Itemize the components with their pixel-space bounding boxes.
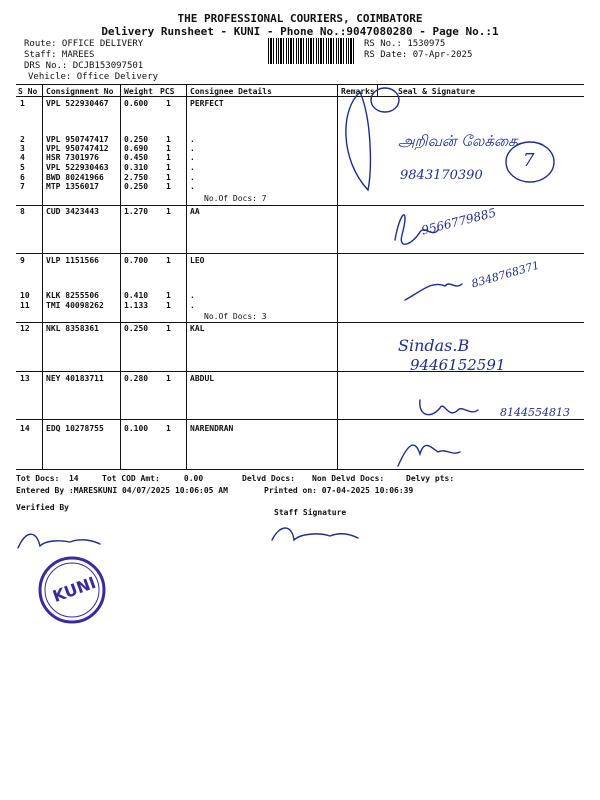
row-pcs: 1 bbox=[166, 291, 171, 300]
row-weight: 0.600 bbox=[124, 99, 149, 108]
row-consignment: EDQ 10278755 bbox=[46, 424, 104, 433]
row-weight: 1.270 bbox=[124, 207, 149, 216]
row-pcs: 1 bbox=[166, 207, 171, 216]
row-consignee: . bbox=[190, 144, 195, 153]
row-weight: 0.700 bbox=[124, 256, 149, 265]
row-consignee: . bbox=[190, 291, 195, 300]
signature-scribble bbox=[420, 400, 478, 415]
printed-on: Printed on: 07-04-2025 10:06:39 bbox=[264, 486, 414, 495]
row-pcs: 1 bbox=[166, 135, 171, 144]
row-consignment: VPL 522930467 bbox=[46, 99, 109, 108]
row-weight: 0.410 bbox=[124, 291, 149, 300]
handwritten-phone: 9566779885 bbox=[420, 205, 498, 238]
group-doc-count: No.Of Docs: 7 bbox=[204, 194, 267, 203]
circle-mark bbox=[371, 88, 399, 112]
row-weight: 0.250 bbox=[124, 182, 149, 191]
row-consignment: BWD 80241966 bbox=[46, 173, 104, 182]
company-title: THE PROFESSIONAL COURIERS, COIMBATORE bbox=[177, 12, 423, 25]
row-pcs: 1 bbox=[166, 173, 171, 182]
entered-by: Entered By :MARESKUNI 04/07/2025 10:06:05 AM bbox=[16, 486, 228, 495]
row-pcs: 1 bbox=[166, 374, 171, 383]
row-sno: 3 bbox=[20, 144, 25, 153]
row-sno: 6 bbox=[20, 173, 25, 182]
row-consignment: VPL 950747417 bbox=[46, 135, 109, 144]
row-pcs: 1 bbox=[166, 99, 171, 108]
row-sno: 14 bbox=[20, 424, 30, 433]
row-consignment: HSR 7301976 bbox=[46, 153, 99, 162]
runsheet-subtitle: Delivery Runsheet - KUNI - Phone No.:9047080280 - Page No.:1 bbox=[101, 25, 499, 38]
header-pcs: PCS bbox=[160, 87, 175, 96]
row-sno: 8 bbox=[20, 207, 25, 216]
row-consignee: . bbox=[190, 173, 195, 182]
row-weight: 0.100 bbox=[124, 424, 149, 433]
row-consignee: KAL bbox=[190, 324, 205, 333]
verified-by-label: Verified By bbox=[16, 503, 69, 512]
delivered-docs: Delvd Docs: bbox=[242, 474, 295, 483]
row-pcs: 1 bbox=[166, 424, 171, 433]
row-consignee: NARENDRAN bbox=[190, 424, 234, 433]
total-docs: Tot Docs: 14 bbox=[16, 474, 79, 483]
signature-scribble bbox=[272, 528, 358, 540]
signature-scribble bbox=[398, 445, 460, 466]
total-cod-amount: Tot COD Amt: 0.00 bbox=[102, 474, 204, 483]
header-consignment: Consignment No bbox=[46, 87, 114, 96]
row-consignee: ABDUL bbox=[190, 374, 215, 383]
signature-scribble bbox=[405, 284, 462, 300]
row-sno: 7 bbox=[20, 182, 25, 191]
vehicle-label: Vehicle: Office Delivery bbox=[28, 72, 159, 82]
row-weight: 0.250 bbox=[124, 135, 149, 144]
handwritten-tamil-name: அறிவன் லேக்கை bbox=[398, 132, 518, 150]
row-sno: 4 bbox=[20, 153, 25, 162]
handwritten-count: 7 bbox=[523, 150, 535, 171]
header-weight: Weight bbox=[124, 87, 153, 96]
row-consignment: TMI 40098262 bbox=[46, 301, 104, 310]
row-weight: 2.750 bbox=[124, 173, 149, 182]
row-consignee: . bbox=[190, 301, 195, 310]
header-sno: S No bbox=[18, 87, 38, 96]
row-pcs: 1 bbox=[166, 324, 171, 333]
row-consignment: MTP 1356017 bbox=[46, 182, 99, 191]
row-consignment: KLK 8255506 bbox=[46, 291, 99, 300]
row-weight: 0.280 bbox=[124, 374, 149, 383]
delivery-points: Delvy pts: bbox=[406, 474, 455, 483]
row-consignment: VPL 950747412 bbox=[46, 144, 109, 153]
row-sno: 12 bbox=[20, 324, 30, 333]
row-pcs: 1 bbox=[166, 256, 171, 265]
row-weight: 1.133 bbox=[124, 301, 149, 310]
row-pcs: 1 bbox=[166, 301, 171, 310]
row-pcs: 1 bbox=[166, 182, 171, 191]
rs-number: RS No.: 1530975 bbox=[364, 39, 446, 49]
group-doc-count: No.Of Docs: 3 bbox=[204, 312, 267, 321]
row-consignee: . bbox=[190, 135, 195, 144]
drs-number: DRS No.: DCJB153097501 bbox=[24, 61, 144, 71]
handwritten-phone: 8348768371 bbox=[470, 258, 541, 291]
row-consignee: . bbox=[190, 182, 195, 191]
handwritten-phone: 9843170390 bbox=[400, 168, 483, 183]
row-sno: 13 bbox=[20, 374, 30, 383]
staff-signature-label: Staff Signature bbox=[274, 508, 347, 517]
row-consignee: AA bbox=[190, 207, 200, 216]
header-seal: Seal & Signature bbox=[398, 87, 476, 96]
row-pcs: 1 bbox=[166, 163, 171, 172]
row-consignee: . bbox=[190, 153, 195, 162]
row-weight: 0.310 bbox=[124, 163, 149, 172]
row-sno: 1 bbox=[20, 99, 25, 108]
row-consignment: CUD 3423443 bbox=[46, 207, 99, 216]
staff-label: Staff: MAREES bbox=[24, 50, 95, 60]
stamp-text: KUNI bbox=[50, 572, 99, 607]
rs-date: RS Date: 07-Apr-2025 bbox=[364, 50, 473, 60]
row-weight: 0.690 bbox=[124, 144, 149, 153]
header-remarks: Remarks bbox=[341, 87, 375, 96]
row-sno: 5 bbox=[20, 163, 25, 172]
row-weight: 0.250 bbox=[124, 324, 149, 333]
row-consignee: LEO bbox=[190, 256, 205, 265]
handwritten-phone: 9446152591 bbox=[410, 356, 506, 374]
circle-mark bbox=[346, 92, 371, 190]
handwritten-name: Sindas.B bbox=[398, 336, 470, 355]
signature-scribble bbox=[18, 534, 100, 548]
row-weight: 0.450 bbox=[124, 153, 149, 162]
row-pcs: 1 bbox=[166, 153, 171, 162]
header-consignee: Consignee Details bbox=[190, 87, 272, 96]
row-sno: 10 bbox=[20, 291, 30, 300]
row-consignment: NKL 8358361 bbox=[46, 324, 99, 333]
row-consignment: NEY 40183711 bbox=[46, 374, 104, 383]
route-label: Route: OFFICE DELIVERY bbox=[24, 39, 144, 49]
row-consignment: VPL 522930463 bbox=[46, 163, 109, 172]
row-consignee: PERFECT bbox=[190, 99, 224, 108]
row-sno: 9 bbox=[20, 256, 25, 265]
row-consignment: VLP 1151566 bbox=[46, 256, 99, 265]
non-delivered-docs: Non Delvd Docs: bbox=[312, 474, 385, 483]
row-consignee: . bbox=[190, 163, 195, 172]
row-sno: 11 bbox=[20, 301, 30, 310]
row-pcs: 1 bbox=[166, 144, 171, 153]
handwritten-phone: 8144554813 bbox=[500, 406, 570, 419]
row-sno: 2 bbox=[20, 135, 25, 144]
